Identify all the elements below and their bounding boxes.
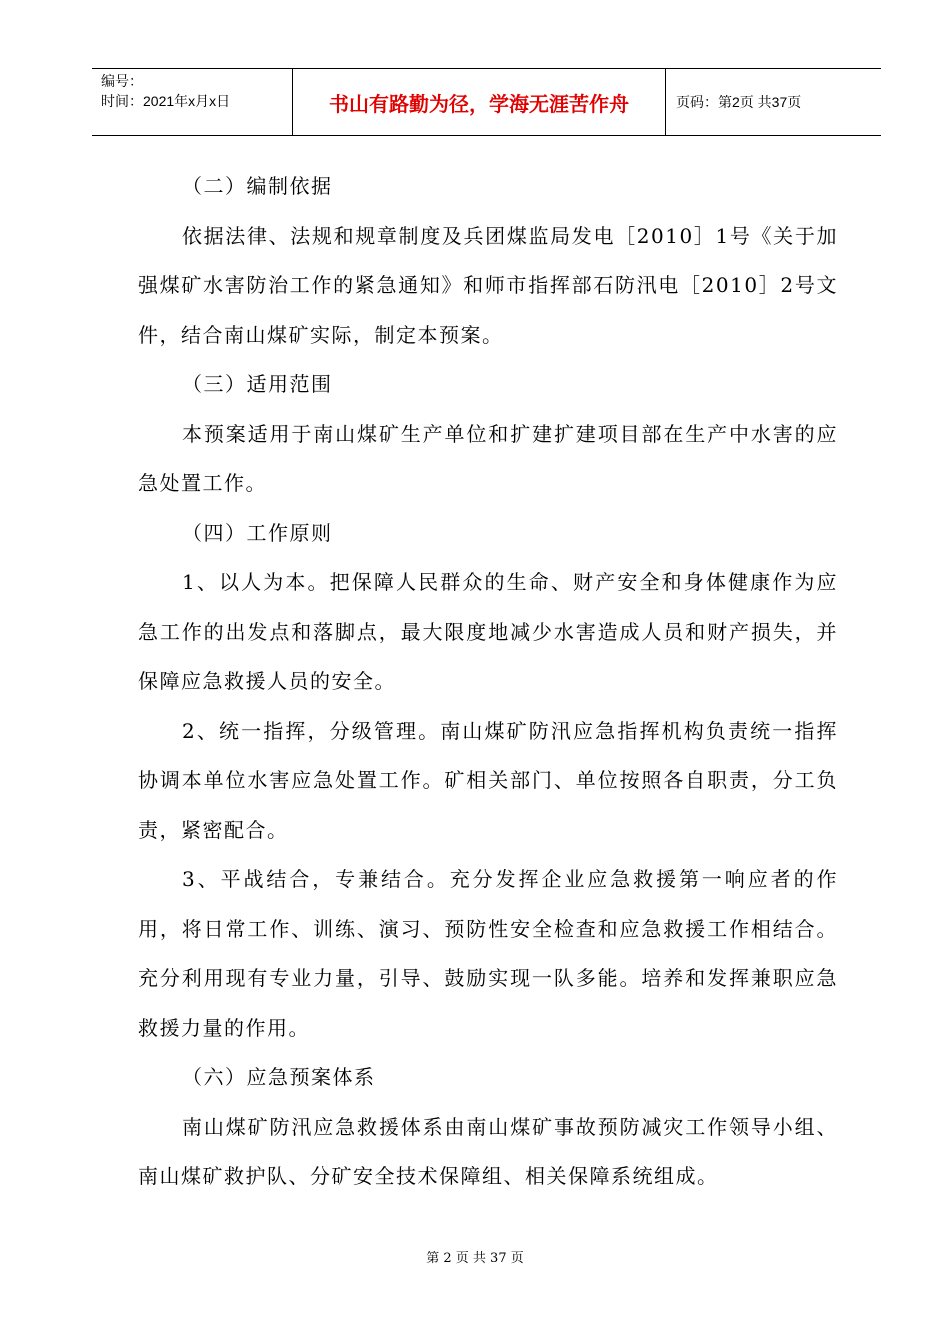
document-time: 时间：2021年x月x日 xyxy=(101,93,231,109)
paragraph: 依据法律、法规和规章制度及兵团煤监局发电［2010］1号《关于加强煤矿水害防治工作的紧急通知》和师市指挥部石防汛电［2010］2号文件，结合南山煤矿实际，制定本预案。 xyxy=(138,223,838,347)
page-header xyxy=(92,68,881,136)
document-body xyxy=(138,162,838,1202)
document-number: 编号： xyxy=(101,73,143,89)
section-heading: （三）适用范围 xyxy=(182,372,333,396)
header-meta xyxy=(92,69,293,135)
paragraph: 3、平战结合，专兼结合。充分发挥企业应急救援第一响应者的作用，将日常工作、训练、演习、预防性安全检查和应急救援工作相结合。充分利用现有专业力量，引导、鼓励实现一队多能。培养和发挥兼职应急救援力量的作用。 xyxy=(138,867,838,1040)
section-heading: （二）编制依据 xyxy=(182,174,333,198)
section-heading: （六）应急预案体系 xyxy=(182,1065,376,1089)
header-page-number: 页码：第2页 共37页 xyxy=(676,94,802,110)
paragraph: 南山煤矿防汛应急救援体系由南山煤矿事故预防减灾工作领导小组、南山煤矿救护队、分矿安全技术保障组、相关保障系统组成。 xyxy=(138,1114,838,1188)
section-heading: （四）工作原则 xyxy=(182,520,333,545)
paragraph: 1、以人为本。把保障人民群众的生命、财产安全和身体健康作为应急工作的出发点和落脚点，最大限度地减少水害造成人员和财产损失，并保障应急救援人员的安全。 xyxy=(138,570,838,693)
paragraph: 本预案适用于南山煤矿生产单位和扩建扩建项目部在生产中水害的应急处置工作。 xyxy=(138,421,838,495)
page-footer: 第 2 页 共 37 页 xyxy=(426,1251,524,1266)
paragraph: 2、统一指挥，分级管理。南山煤矿防汛应急指挥机构负责统一指挥协调本单位水害应急处置工作。矿相关部门、单位按照各自职责，分工负责，紧密配合。 xyxy=(138,718,838,842)
header-motto: 书山有路勤为径，学海无涯苦作舟 xyxy=(293,69,666,135)
